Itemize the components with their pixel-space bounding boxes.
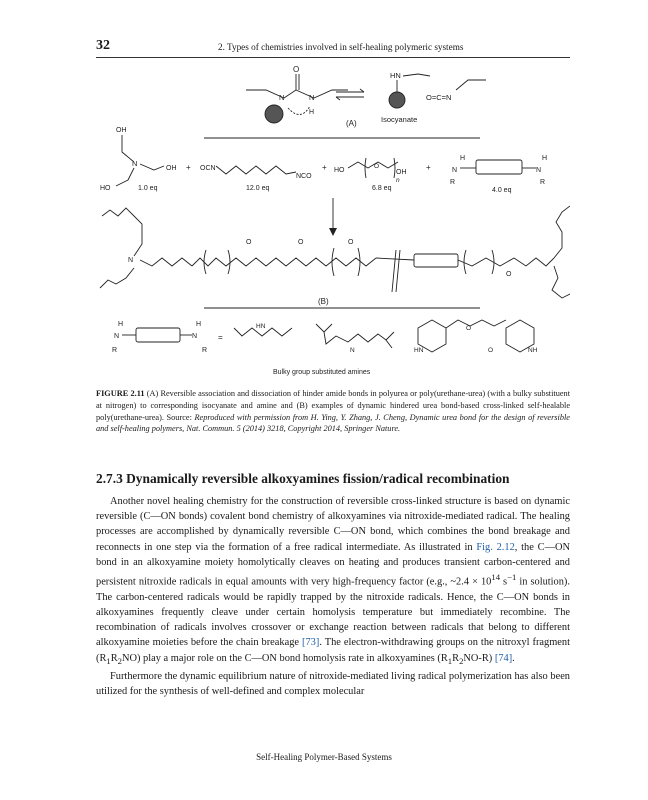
paragraph-2: Furthermore the dynamic equilibrium nature of nitroxide-mediated living radical polymerization has also been utilized for the synthesis of well-defined and complex molecular (96, 670, 570, 697)
svg-text:N: N (114, 333, 120, 340)
svg-text:R: R (202, 347, 208, 354)
bulky-diamine-box (136, 328, 180, 342)
running-head: 2. Types of chemistries involved in self-healing polymeric systems (218, 42, 464, 52)
svg-text:N: N (128, 257, 134, 264)
section-heading: 2.7.3 Dynamically reversible alkoxyamines fission/radical recombination (96, 471, 510, 486)
svg-text:N: N (192, 333, 198, 340)
svg-text:+: + (186, 163, 191, 172)
ref-74-link[interactable]: [74] (494, 652, 513, 664)
panel-a-label: (A) (346, 119, 357, 128)
svg-text:O: O (293, 65, 300, 74)
p1-text-6: NO) play a major role on the C—ON bond homolysis rate in alkoxyamines (R (121, 652, 448, 664)
bulky-group-sphere (265, 105, 283, 123)
svg-text:NCO: NCO (296, 173, 312, 180)
network-diamine-box (414, 254, 458, 267)
polymer-network (100, 206, 570, 308)
svg-text:n: n (396, 177, 400, 184)
p1-text-2: , the C—ON bond in an alkoxyamine moiety homolytically cleaves on heating and produces transient carbon-centered and persistent nitroxide radicals in equal amounts with very high-frequency factor (e.g., ~2.4 × 10 (96, 541, 570, 588)
svg-text:=: = (218, 333, 223, 342)
svg-text:O: O (506, 271, 512, 278)
p1-sub-3: 1 (447, 655, 453, 666)
caption-source: Reproduced with permission from H. Ying, Y. Zhang, J. Cheng, Dynamic urea bond for the design of reversible and self-healing polymers, Nat. Commun. 5 (2014) 3218, Copyright 2014, Springer Nature. (96, 412, 570, 434)
svg-text:N: N (132, 159, 138, 168)
svg-text:OH: OH (166, 165, 177, 172)
fig-2-12-link[interactable]: Fig. 2.12 (476, 541, 515, 553)
svg-text:+: + (322, 163, 327, 172)
header-rule (96, 57, 570, 58)
svg-text:H: H (309, 109, 315, 116)
svg-text:O: O (246, 239, 252, 246)
page-footer: Self-Healing Polymer-Based Systems (256, 752, 392, 762)
p1-text-7: NO-R) (463, 652, 495, 664)
svg-text:HN: HN (390, 71, 401, 80)
isocyanate-label: Isocyanate (381, 115, 418, 124)
bulky-amines-row (112, 320, 538, 376)
svg-text:H: H (542, 155, 548, 162)
svg-text:H: H (196, 321, 202, 328)
figure-2-11 (96, 62, 570, 380)
p1-sub-4: 2 (459, 655, 464, 666)
svg-text:HN: HN (414, 347, 424, 354)
p1-text-4: in solution). The carbon-centered radicals would be rapidly trapped by the nitroxide radicals. Hence, the C—ON bonds in alkoxyamines frequently cleave under certain homolysis temperature but immediately recombine. The recombination of radicals involves crossover or exchange reaction between radicals that belong to different alkoxyamine moieties before the chain breakage (96, 576, 570, 649)
svg-text:N: N (452, 167, 458, 174)
svg-text:O: O (298, 239, 304, 246)
svg-text:H: H (460, 155, 466, 162)
p1-text-3: s (500, 576, 508, 588)
amine-sphere (389, 92, 405, 108)
svg-text:OH: OH (396, 169, 407, 176)
svg-text:HO: HO (334, 167, 345, 174)
svg-text:O: O (374, 163, 380, 170)
caption-label: FIGURE 2.11 (96, 389, 145, 398)
paragraph-1 (96, 494, 570, 669)
svg-text:N: N (536, 167, 542, 174)
eq-diamine: 4.0 eq (492, 187, 512, 194)
chemical-scheme (96, 62, 570, 380)
page-number: 32 (96, 38, 110, 53)
panel-b-label: (B) (318, 297, 329, 306)
svg-text:R: R (112, 347, 118, 354)
svg-text:OCN: OCN (200, 165, 216, 172)
p1-sub-2: 2 (117, 655, 122, 666)
ref-73-link[interactable]: [73] (302, 637, 320, 649)
p1-text-1: Another novel healing chemistry for the construction of reversible cross-linked structure is based on dynamic reversible (C—ON bonds) covalent bond chemistry of alkoxyamines via nitroxide-mediated radical. The healing processes are accomplished by dynamically reversible C—ON bond, which combines the bond breakage and reconnects in one step via the formation of a free radical intermediate. As illustrated in (96, 496, 570, 553)
p1-text-5: . The electron-withdrawing groups on the nitroxyl fragment (R (96, 637, 571, 664)
reactants-row (100, 127, 547, 194)
svg-text:OH: OH (116, 127, 127, 134)
svg-text:R: R (450, 179, 456, 186)
svg-text:N: N (279, 93, 285, 102)
svg-text:R: R (540, 179, 546, 186)
svg-text:+: + (426, 163, 431, 172)
diamine-core-box (476, 160, 522, 174)
eq-diisocyanate: 12.0 eq (246, 185, 270, 192)
p1-text-5b: R (110, 652, 118, 664)
eq-polyol: 6.8 eq (372, 185, 392, 192)
figure-caption (96, 388, 570, 435)
svg-text:O: O (488, 347, 494, 354)
svg-text:NH: NH (528, 347, 538, 354)
svg-text:N: N (309, 93, 315, 102)
panel-a-scheme (204, 65, 486, 138)
svg-text:N: N (350, 347, 355, 354)
svg-text:HN: HN (256, 323, 266, 330)
body-text (96, 494, 570, 699)
svg-text:O=C=N: O=C=N (426, 93, 452, 102)
eq-triol: 1.0 eq (138, 185, 158, 192)
svg-text:O: O (348, 239, 354, 246)
svg-text:H: H (118, 321, 124, 328)
p1-sup-1: 14 (491, 572, 501, 583)
p1-text-6b: R (452, 652, 460, 664)
p1-sup-2: −1 (507, 572, 517, 583)
caption-text: (A) Reversible association and dissociation of hinder amide bonds in polyurea or poly(urethane-urea) (with a bulky substituent at nitrogen) to corresponding isocyanate and amine and (B) examples of dynamic hindered urea bond-based cross-linked self-healable poly(urethane-urea). Source: (96, 389, 570, 422)
p1-sub-1: 1 (106, 655, 111, 666)
p1-text-8: . (512, 652, 515, 664)
svg-text:HO: HO (100, 185, 111, 192)
bulky-amines-label: Bulky group substituted amines (273, 369, 371, 376)
svg-text:O: O (466, 325, 472, 332)
